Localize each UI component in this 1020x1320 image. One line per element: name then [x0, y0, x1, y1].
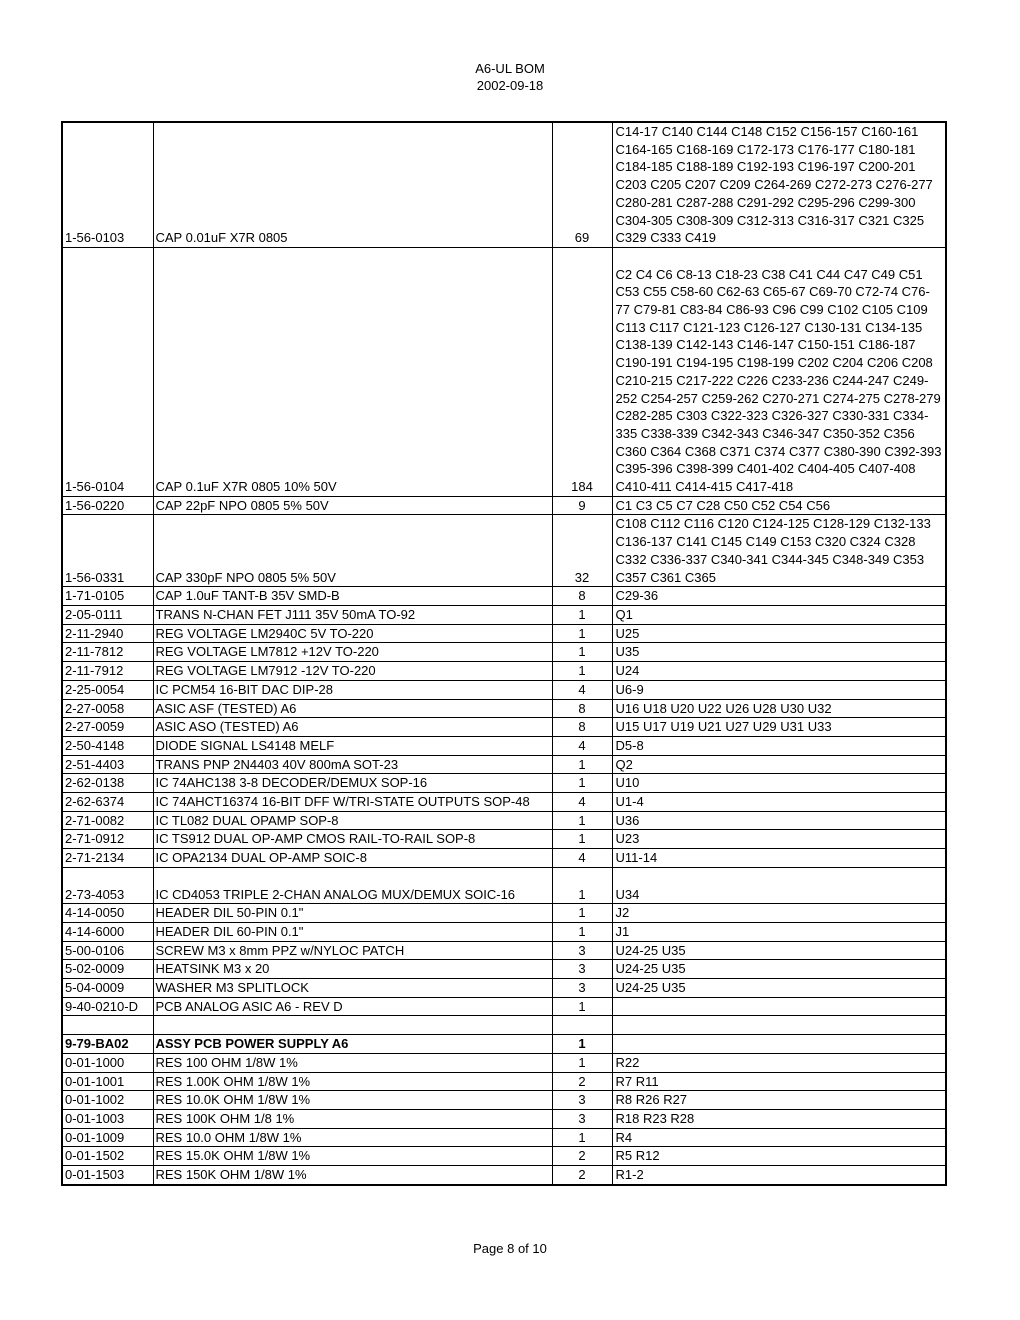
reference-designators-cell: Q2	[612, 755, 946, 774]
table-row	[62, 247, 946, 496]
part-number-cell: 5-04-0009	[62, 979, 153, 998]
part-number-cell: 2-11-7812	[62, 643, 153, 662]
bom-table	[61, 121, 947, 1186]
quantity-cell: 3	[552, 1109, 612, 1128]
table-row	[62, 849, 946, 868]
description-cell: TRANS PNP 2N4403 40V 800mA SOT-23	[153, 755, 552, 774]
description-cell: CAP 1.0uF TANT-B 35V SMD-B	[153, 587, 552, 606]
part-number-cell: 2-62-0138	[62, 774, 153, 793]
table-row	[62, 755, 946, 774]
quantity-cell	[552, 1016, 612, 1035]
quantity-cell: 1	[552, 774, 612, 793]
part-number-cell: 1-56-0103	[62, 122, 153, 247]
bom-table-body	[62, 122, 946, 1185]
reference-designators-cell: R8 R26 R27	[612, 1091, 946, 1110]
table-row	[62, 1053, 946, 1072]
part-number-cell: 4-14-6000	[62, 922, 153, 941]
table-row	[62, 960, 946, 979]
part-number-cell: 0-01-1009	[62, 1128, 153, 1147]
quantity-cell: 1	[552, 643, 612, 662]
reference-designators-cell	[612, 997, 946, 1016]
description-cell	[153, 1016, 552, 1035]
document-title: A6-UL BOM	[475, 61, 545, 76]
description-cell: CAP 330pF NPO 0805 5% 50V	[153, 515, 552, 587]
part-number-cell: 2-27-0058	[62, 699, 153, 718]
part-number-cell: 2-11-7912	[62, 662, 153, 681]
quantity-cell: 9	[552, 496, 612, 515]
description-cell: RES 10.0 OHM 1/8W 1%	[153, 1128, 552, 1147]
table-row	[62, 904, 946, 923]
part-number-cell: 1-71-0105	[62, 587, 153, 606]
reference-designators-cell: D5-8	[612, 736, 946, 755]
part-number-cell: 2-25-0054	[62, 680, 153, 699]
quantity-cell: 1	[552, 997, 612, 1016]
quantity-cell: 8	[552, 587, 612, 606]
table-row	[62, 1147, 946, 1166]
description-cell: RES 10.0K OHM 1/8W 1%	[153, 1091, 552, 1110]
reference-designators-cell: J1	[612, 922, 946, 941]
part-number-cell: 2-62-6374	[62, 793, 153, 812]
quantity-cell: 2	[552, 1147, 612, 1166]
description-cell: RES 150K OHM 1/8W 1%	[153, 1166, 552, 1185]
reference-designators-cell: U24	[612, 662, 946, 681]
reference-designators-cell: U35	[612, 643, 946, 662]
table-row	[62, 1166, 946, 1185]
description-cell: CAP 0.1uF X7R 0805 10% 50V	[153, 247, 552, 496]
quantity-cell: 3	[552, 1091, 612, 1110]
part-number-cell: 2-51-4403	[62, 755, 153, 774]
description-cell: REG VOLTAGE LM7912 -12V TO-220	[153, 662, 552, 681]
reference-designators-cell: U23	[612, 830, 946, 849]
part-number-cell: 2-11-2940	[62, 624, 153, 643]
table-row	[62, 515, 946, 587]
reference-designators-cell: C1 C3 C5 C7 C28 C50 C52 C54 C56	[612, 496, 946, 515]
reference-designators-cell: C29-36	[612, 587, 946, 606]
quantity-cell: 1	[552, 1035, 612, 1054]
description-cell: CAP 22pF NPO 0805 5% 50V	[153, 496, 552, 515]
table-row	[62, 793, 946, 812]
table-row	[62, 496, 946, 515]
table-row	[62, 699, 946, 718]
reference-designators-cell: J2	[612, 904, 946, 923]
part-number-cell: 1-56-0104	[62, 247, 153, 496]
reference-designators-cell: U16 U18 U20 U22 U26 U28 U30 U32	[612, 699, 946, 718]
part-number-cell: 2-73-4053	[62, 867, 153, 903]
table-row	[62, 736, 946, 755]
quantity-cell: 3	[552, 979, 612, 998]
quantity-cell: 1	[552, 922, 612, 941]
part-number-cell: 1-56-0220	[62, 496, 153, 515]
reference-designators-cell: U24-25 U35	[612, 979, 946, 998]
description-cell: CAP 0.01uF X7R 0805	[153, 122, 552, 247]
table-row	[62, 1091, 946, 1110]
reference-designators-cell	[612, 1016, 946, 1035]
part-number-cell: 0-01-1003	[62, 1109, 153, 1128]
part-number-cell: 2-50-4148	[62, 736, 153, 755]
description-cell: ASIC ASF (TESTED) A6	[153, 699, 552, 718]
quantity-cell: 1	[552, 1128, 612, 1147]
table-row	[62, 979, 946, 998]
page-header	[0, 60, 1020, 94]
description-cell: IC OPA2134 DUAL OP-AMP SOIC-8	[153, 849, 552, 868]
table-row	[62, 997, 946, 1016]
table-row	[62, 680, 946, 699]
table-row	[62, 867, 946, 903]
table-row	[62, 718, 946, 737]
part-number-cell: 4-14-0050	[62, 904, 153, 923]
reference-designators-cell: U10	[612, 774, 946, 793]
description-cell: IC 74AHC138 3-8 DECODER/DEMUX SOP-16	[153, 774, 552, 793]
description-cell: IC 74AHCT16374 16-BIT DFF W/TRI-STATE OUTPUTS SOP-48	[153, 793, 552, 812]
quantity-cell: 1	[552, 904, 612, 923]
reference-designators-cell: C14-17 C140 C144 C148 C152 C156-157 C160-161 C164-165 C168-169 C172-173 C176-177 C180-181 C184-185 C188-189 C192-193 C196-197 C200-201 C203 C205 C207 C209 C264-269 C272-273 C276-277 C280-281 C287-288 C291-292 C295-296 C299-300 C304-305 C308-309 C312-313 C316-317 C321 C325 C329 C333 C419	[612, 122, 946, 247]
page-footer: Page 8 of 10	[473, 1241, 547, 1256]
description-cell: RES 1.00K OHM 1/8W 1%	[153, 1072, 552, 1091]
description-cell: RES 15.0K OHM 1/8W 1%	[153, 1147, 552, 1166]
reference-designators-cell: R7 R11	[612, 1072, 946, 1091]
reference-designators-cell: R18 R23 R28	[612, 1109, 946, 1128]
table-row	[62, 811, 946, 830]
quantity-cell: 4	[552, 736, 612, 755]
quantity-cell: 2	[552, 1166, 612, 1185]
part-number-cell: 2-05-0111	[62, 605, 153, 624]
reference-designators-cell: R22	[612, 1053, 946, 1072]
table-row	[62, 1109, 946, 1128]
part-number-cell: 2-71-0912	[62, 830, 153, 849]
quantity-cell: 69	[552, 122, 612, 247]
table-row	[62, 587, 946, 606]
reference-designators-cell: R1-2	[612, 1166, 946, 1185]
reference-designators-cell: R5 R12	[612, 1147, 946, 1166]
part-number-cell: 0-01-1002	[62, 1091, 153, 1110]
table-row	[62, 1128, 946, 1147]
quantity-cell: 4	[552, 793, 612, 812]
quantity-cell: 1	[552, 1053, 612, 1072]
description-cell: IC TL082 DUAL OPAMP SOP-8	[153, 811, 552, 830]
description-cell: ASIC ASO (TESTED) A6	[153, 718, 552, 737]
quantity-cell: 1	[552, 624, 612, 643]
description-cell: REG VOLTAGE LM2940C 5V TO-220	[153, 624, 552, 643]
quantity-cell: 1	[552, 755, 612, 774]
table-row	[62, 624, 946, 643]
quantity-cell: 1	[552, 662, 612, 681]
reference-designators-cell: U6-9	[612, 680, 946, 699]
reference-designators-cell: C108 C112 C116 C120 C124-125 C128-129 C132-133 C136-137 C141 C145 C149 C153 C320 C324 C328 C332 C336-337 C340-341 C344-345 C348-349 C353 C357 C361 C365	[612, 515, 946, 587]
reference-designators-cell	[612, 1035, 946, 1054]
part-number-cell: 9-40-0210-D	[62, 997, 153, 1016]
part-number-cell: 9-79-BA02	[62, 1035, 153, 1054]
reference-designators-cell: R4	[612, 1128, 946, 1147]
description-cell: DIODE SIGNAL LS4148 MELF	[153, 736, 552, 755]
description-cell: HEADER DIL 60-PIN 0.1"	[153, 922, 552, 941]
table-row	[62, 122, 946, 247]
table-row	[62, 1035, 946, 1054]
description-cell: ASSY PCB POWER SUPPLY A6	[153, 1035, 552, 1054]
description-cell: REG VOLTAGE LM7812 +12V TO-220	[153, 643, 552, 662]
quantity-cell: 1	[552, 605, 612, 624]
part-number-cell: 2-71-0082	[62, 811, 153, 830]
part-number-cell: 2-27-0059	[62, 718, 153, 737]
table-row	[62, 1072, 946, 1091]
table-row	[62, 662, 946, 681]
quantity-cell: 184	[552, 247, 612, 496]
quantity-cell: 8	[552, 718, 612, 737]
description-cell: WASHER M3 SPLITLOCK	[153, 979, 552, 998]
table-row	[62, 605, 946, 624]
description-cell: SCREW M3 x 8mm PPZ w/NYLOC PATCH	[153, 941, 552, 960]
table-row	[62, 643, 946, 662]
table-row	[62, 774, 946, 793]
quantity-cell: 8	[552, 699, 612, 718]
part-number-cell: 0-01-1502	[62, 1147, 153, 1166]
quantity-cell: 1	[552, 830, 612, 849]
reference-designators-cell: U24-25 U35	[612, 960, 946, 979]
quantity-cell: 3	[552, 960, 612, 979]
table-row	[62, 922, 946, 941]
description-cell: PCB ANALOG ASIC A6 - REV D	[153, 997, 552, 1016]
description-cell: IC TS912 DUAL OP-AMP CMOS RAIL-TO-RAIL SOP-8	[153, 830, 552, 849]
quantity-cell: 4	[552, 680, 612, 699]
quantity-cell: 32	[552, 515, 612, 587]
quantity-cell: 1	[552, 811, 612, 830]
table-row	[62, 830, 946, 849]
part-number-cell: 2-71-2134	[62, 849, 153, 868]
document-date: 2002-09-18	[476, 78, 544, 93]
part-number-cell: 1-56-0331	[62, 515, 153, 587]
table-row	[62, 1016, 946, 1035]
quantity-cell: 3	[552, 941, 612, 960]
reference-designators-cell: Q1	[612, 605, 946, 624]
reference-designators-cell: U1-4	[612, 793, 946, 812]
part-number-cell: 5-00-0106	[62, 941, 153, 960]
reference-designators-cell: U24-25 U35	[612, 941, 946, 960]
description-cell: TRANS N-CHAN FET J111 35V 50mA TO-92	[153, 605, 552, 624]
part-number-cell: 0-01-1000	[62, 1053, 153, 1072]
description-cell: RES 100K OHM 1/8 1%	[153, 1109, 552, 1128]
part-number-cell: 0-01-1503	[62, 1166, 153, 1185]
reference-designators-cell: U36	[612, 811, 946, 830]
quantity-cell: 1	[552, 867, 612, 903]
table-row	[62, 941, 946, 960]
reference-designators-cell: U15 U17 U19 U21 U27 U29 U31 U33	[612, 718, 946, 737]
reference-designators-cell: U11-14	[612, 849, 946, 868]
part-number-cell	[62, 1016, 153, 1035]
description-cell: RES 100 OHM 1/8W 1%	[153, 1053, 552, 1072]
reference-designators-cell: C2 C4 C6 C8-13 C18-23 C38 C41 C44 C47 C49 C51 C53 C55 C58-60 C62-63 C65-67 C69-70 C72-74 C76-77 C79-81 C83-84 C86-93 C96 C99 C102 C105 C109 C113 C117 C121-123 C126-127 C130-131 C134-135 C138-139 C142-143 C146-147 C150-151 C186-187 C190-191 C194-195 C198-199 C202 C204 C206 C208 C210-215 C217-222 C226 C233-236 C244-247 C249-252 C254-257 C259-262 C270-271 C274-275 C278-279 C282-285 C303 C322-323 C326-327 C330-331 C334-335 C338-339 C342-343 C346-347 C350-352 C356 C360 C364 C368 C371 C374 C377 C380-390 C392-393 C395-396 C398-399 C401-402 C404-405 C407-408 C410-411 C414-415 C417-418	[612, 247, 946, 496]
part-number-cell: 0-01-1001	[62, 1072, 153, 1091]
part-number-cell: 5-02-0009	[62, 960, 153, 979]
description-cell: IC PCM54 16-BIT DAC DIP-28	[153, 680, 552, 699]
quantity-cell: 4	[552, 849, 612, 868]
description-cell: IC CD4053 TRIPLE 2-CHAN ANALOG MUX/DEMUX SOIC-16	[153, 867, 552, 903]
description-cell: HEATSINK M3 x 20	[153, 960, 552, 979]
quantity-cell: 2	[552, 1072, 612, 1091]
description-cell: HEADER DIL 50-PIN 0.1"	[153, 904, 552, 923]
reference-designators-cell: U25	[612, 624, 946, 643]
reference-designators-cell: U34	[612, 867, 946, 903]
